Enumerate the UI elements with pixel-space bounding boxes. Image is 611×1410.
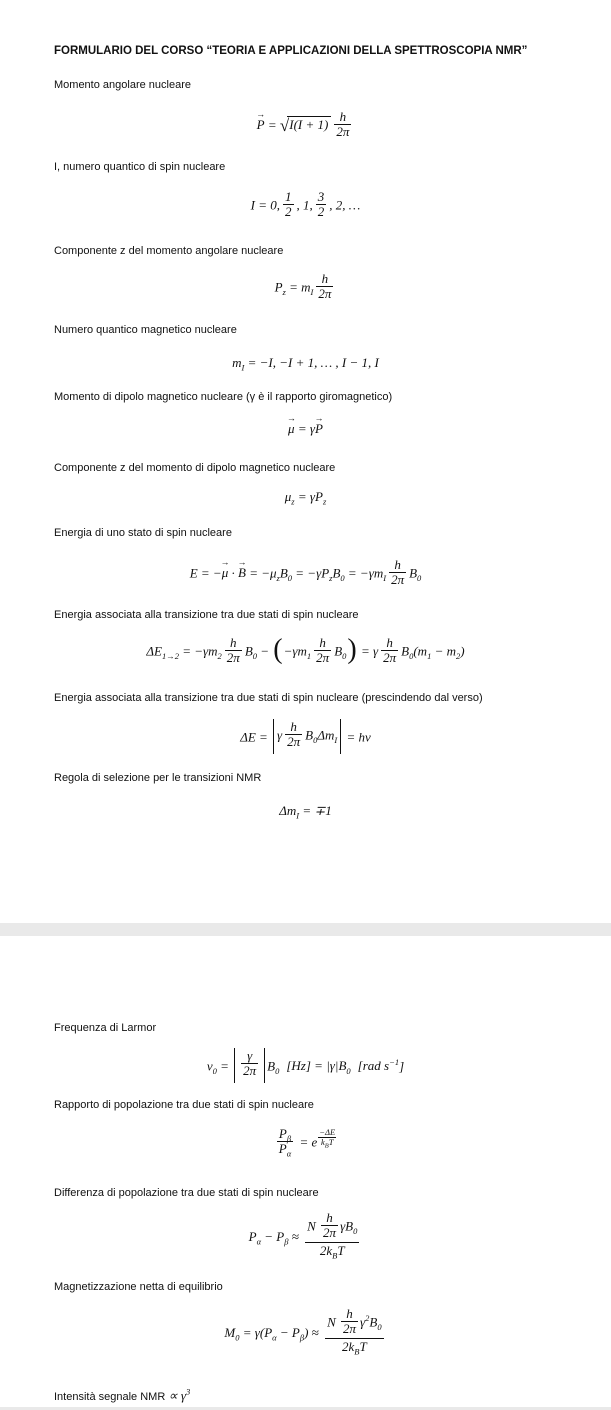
math-token: Δm bbox=[279, 803, 297, 818]
math-token: T bbox=[328, 1137, 334, 1147]
label-spin-state-energy: Energia di uno stato di spin nucleare bbox=[54, 527, 232, 539]
fraction bbox=[314, 636, 331, 665]
label-z-angular-momentum: Componente z del momento angolare nucleare bbox=[54, 245, 284, 257]
label-population-difference: Differenza di popolazione tra due stati di spin nucleare bbox=[54, 1187, 319, 1199]
subscript: I bbox=[310, 287, 314, 298]
math-token: E = − bbox=[189, 565, 222, 581]
math-token: P bbox=[256, 117, 265, 133]
numerator: h bbox=[386, 635, 393, 650]
math-token: = γP bbox=[294, 489, 323, 504]
math-token: − P bbox=[276, 1324, 300, 1340]
math-token: = −γm bbox=[178, 643, 218, 659]
subscript: 0 bbox=[377, 1322, 382, 1333]
math-token: = −γm bbox=[344, 565, 384, 581]
denominator: 2π bbox=[318, 286, 332, 301]
subscript: β bbox=[286, 1133, 292, 1144]
formula-spin-quantum-number bbox=[0, 189, 611, 221]
formula-net-magnetization bbox=[0, 1306, 611, 1357]
math-token: = bbox=[216, 1058, 233, 1074]
math-token: γB bbox=[340, 1218, 354, 1234]
label-angular-momentum: Momento angolare nucleare bbox=[54, 79, 191, 91]
denominator: 2π bbox=[342, 1321, 356, 1336]
math-token: μ bbox=[221, 565, 229, 581]
subscript: 1 bbox=[427, 651, 432, 662]
numerator: h bbox=[230, 635, 237, 650]
math-token: 2k bbox=[341, 1339, 355, 1354]
subscript: B bbox=[324, 1142, 329, 1150]
label-selection-rule: Regola di selezione per le transizioni NMR bbox=[54, 772, 262, 784]
big-paren-left: ( bbox=[273, 633, 283, 665]
label-population-ratio: Rapporto di popolazione tra due stati di spin nucleare bbox=[54, 1099, 314, 1111]
vector-B bbox=[237, 557, 247, 581]
vector-arrow: → bbox=[286, 413, 296, 423]
fraction bbox=[305, 1210, 359, 1261]
signal-intensity-line bbox=[54, 1386, 191, 1404]
math-token: = −μ bbox=[245, 565, 277, 581]
numerator: h bbox=[339, 109, 347, 124]
numerator bbox=[277, 1126, 293, 1144]
subscript: α bbox=[286, 1148, 292, 1159]
numerator bbox=[325, 1306, 384, 1338]
denominator: 2π bbox=[391, 572, 405, 587]
numerator: γ bbox=[247, 1048, 253, 1063]
superscript: −1 bbox=[389, 1057, 400, 1068]
math-token: [rad s bbox=[357, 1058, 390, 1074]
subscript: B bbox=[332, 1250, 338, 1261]
label-magnetic-quantum-number: Numero quantico magnetico nucleare bbox=[54, 324, 237, 336]
numerator: 1 bbox=[285, 189, 292, 204]
subscript: I bbox=[241, 362, 245, 373]
math-token: m bbox=[301, 279, 311, 295]
label-transition-energy-abs: Energia associata alla transizione tra due stati di spin nucleare (prescindendo dal verso) bbox=[54, 692, 483, 704]
subscript: 0 bbox=[275, 1066, 280, 1077]
denominator: 2π bbox=[323, 1225, 337, 1240]
math-token: ΔE bbox=[146, 643, 162, 659]
vector-P bbox=[256, 109, 266, 133]
math-token: T bbox=[359, 1339, 367, 1354]
math-token: ) ≈ bbox=[304, 1324, 323, 1340]
math-token: [Hz] = |γ|B bbox=[286, 1058, 347, 1074]
subscript: 0 bbox=[340, 573, 345, 584]
numerator: h bbox=[319, 635, 326, 650]
subscript: 2 bbox=[217, 651, 222, 662]
denominator: 2π bbox=[383, 650, 397, 665]
subscript: β bbox=[284, 1236, 289, 1247]
math-token: I = 0, bbox=[250, 197, 281, 213]
math-token: P bbox=[278, 1141, 287, 1156]
label-net-magnetization: Magnetizzazione netta di equilibrio bbox=[54, 1281, 223, 1293]
numerator: h bbox=[290, 719, 297, 734]
fraction bbox=[241, 1049, 258, 1078]
math-token: μ bbox=[284, 489, 292, 504]
vector-P bbox=[314, 413, 324, 437]
abs-bars bbox=[234, 1048, 265, 1083]
math-token: (m bbox=[413, 643, 428, 659]
math-token: = hν bbox=[343, 729, 371, 745]
subscript: z bbox=[276, 573, 280, 584]
superscript: 2 bbox=[365, 1313, 370, 1324]
formula-selection-rule bbox=[0, 803, 611, 819]
formula-z-angular-momentum bbox=[0, 271, 611, 303]
subscript: 2 bbox=[455, 651, 461, 662]
subscript: α bbox=[272, 1332, 277, 1343]
subscript: I bbox=[383, 573, 387, 584]
vector-arrow: → bbox=[256, 109, 266, 120]
math-token: m bbox=[232, 355, 242, 370]
math-token: , 1, bbox=[296, 197, 313, 213]
math-token: B bbox=[279, 565, 288, 581]
math-token: M bbox=[224, 1324, 236, 1340]
fraction bbox=[334, 110, 351, 139]
math-token: 2k bbox=[319, 1243, 333, 1258]
label-dipole-moment: Momento di dipolo magnetico nucleare (γ è il rapporto giromagnetico) bbox=[54, 391, 393, 403]
denominator bbox=[325, 1338, 384, 1355]
subscript: 0 bbox=[212, 1066, 217, 1077]
radical-sign: √ bbox=[279, 116, 290, 136]
math-token: k bbox=[320, 1137, 325, 1147]
subscript: z bbox=[322, 496, 327, 507]
subscript: 1→2 bbox=[161, 651, 179, 662]
subscript: I bbox=[334, 735, 338, 746]
fraction bbox=[341, 1307, 358, 1336]
formula-population-difference bbox=[0, 1210, 611, 1261]
math-token: ∝ γ bbox=[168, 1388, 187, 1403]
fraction bbox=[225, 636, 242, 665]
math-token: N bbox=[327, 1314, 339, 1330]
math-token: T bbox=[337, 1243, 345, 1258]
numerator: −ΔE bbox=[319, 1127, 336, 1137]
denominator: 2π bbox=[336, 124, 350, 139]
denominator bbox=[318, 1137, 336, 1150]
math-token: Δm bbox=[317, 727, 335, 743]
math-token: N bbox=[307, 1218, 320, 1234]
subscript: 0 bbox=[313, 735, 318, 746]
fraction bbox=[285, 720, 302, 749]
page-title: FORMULARIO DEL CORSO “TEORIA E APPLICAZIONI DELLA SPETTROSCOPIA NMR” bbox=[54, 45, 528, 57]
big-paren-right: ) bbox=[347, 633, 357, 665]
math-token: , 2, … bbox=[329, 197, 361, 213]
denominator: 2 bbox=[317, 204, 325, 219]
formula-transition-energy-abs bbox=[0, 721, 611, 756]
denominator: 2 bbox=[285, 204, 292, 219]
formula-larmor-frequency bbox=[0, 1050, 611, 1085]
label-signal-intensity: Intensità segnale NMR bbox=[54, 1391, 169, 1403]
denominator bbox=[305, 1242, 359, 1259]
denominator: 2π bbox=[243, 1063, 257, 1078]
math-token: ν bbox=[206, 1058, 213, 1074]
math-token: − m bbox=[431, 643, 456, 659]
vector-arrow: → bbox=[237, 557, 247, 568]
numerator: 3 bbox=[317, 189, 325, 204]
math-token: = γ bbox=[357, 643, 379, 659]
math-token: = bbox=[285, 279, 302, 295]
math-token: B bbox=[401, 643, 410, 659]
subscript: z bbox=[291, 496, 295, 507]
math-token: ] bbox=[399, 1058, 405, 1074]
formula-dipole-moment bbox=[0, 413, 611, 437]
math-token: ΔE = bbox=[240, 729, 272, 745]
math-token: = bbox=[264, 117, 280, 133]
math-token: P bbox=[278, 1126, 287, 1141]
math-token: −γm bbox=[283, 643, 307, 659]
subscript: z bbox=[282, 287, 286, 298]
denominator: 2π bbox=[287, 734, 301, 749]
fraction bbox=[316, 190, 327, 219]
fraction bbox=[277, 1126, 293, 1159]
radicand: I(I + 1) bbox=[287, 116, 331, 133]
fraction bbox=[283, 190, 294, 219]
denominator: 2π bbox=[226, 650, 240, 665]
numerator bbox=[305, 1210, 359, 1242]
exponent-fraction bbox=[318, 1127, 336, 1150]
subscript: β bbox=[299, 1332, 305, 1343]
formula-transition-energy bbox=[0, 633, 611, 667]
abs-bars bbox=[273, 719, 341, 754]
math-token: B bbox=[409, 565, 418, 581]
fraction bbox=[316, 272, 333, 301]
vector-mu bbox=[286, 413, 296, 437]
subscript: α bbox=[256, 1236, 262, 1247]
math-token: ) bbox=[460, 643, 465, 659]
denominator: 2π bbox=[316, 650, 330, 665]
math-token: − bbox=[257, 643, 273, 659]
math-token: B bbox=[305, 727, 314, 743]
subscript: 0 bbox=[287, 573, 293, 584]
math-token: = e bbox=[296, 1134, 318, 1150]
superscript: 3 bbox=[186, 1386, 191, 1397]
math-token: B bbox=[237, 565, 246, 581]
subscript: 1 bbox=[306, 651, 312, 662]
formula-population-ratio bbox=[0, 1126, 611, 1159]
fraction bbox=[389, 558, 406, 587]
subscript: I bbox=[296, 810, 300, 821]
numerator: h bbox=[346, 1306, 353, 1321]
math-token: B bbox=[332, 565, 341, 581]
fraction bbox=[381, 636, 398, 665]
numerator: h bbox=[321, 271, 329, 286]
math-token: μ bbox=[288, 421, 295, 436]
math-token bbox=[168, 1388, 190, 1403]
math-token: ≈ bbox=[288, 1228, 303, 1244]
subscript: 0 bbox=[235, 1332, 240, 1343]
math-token: = ∓1 bbox=[299, 803, 332, 818]
label-transition-energy: Energia associata alla transizione tra due stati di spin nucleare bbox=[54, 609, 359, 621]
vector-mu bbox=[220, 557, 230, 581]
page-separator bbox=[0, 923, 611, 936]
math-token: P bbox=[248, 1228, 257, 1244]
formula-spin-state-energy bbox=[0, 557, 611, 589]
subscript: 0 bbox=[409, 651, 414, 662]
math-token: · bbox=[228, 565, 238, 581]
label-spin-quantum-number: I, numero quantico di spin nucleare bbox=[54, 161, 226, 173]
numerator: h bbox=[326, 1210, 333, 1225]
math-token: B bbox=[244, 643, 253, 659]
math-token: = γ(P bbox=[239, 1324, 273, 1340]
label-larmor-frequency: Frequenza di Larmor bbox=[54, 1022, 157, 1034]
subscript: 0 bbox=[346, 1066, 351, 1077]
radical bbox=[280, 116, 331, 134]
formula-magnetic-quantum-number bbox=[0, 355, 611, 371]
math-token: − P bbox=[261, 1228, 285, 1244]
vector-arrow: → bbox=[314, 413, 324, 423]
subscript: B bbox=[354, 1346, 360, 1357]
subscript: 0 bbox=[417, 573, 422, 584]
denominator bbox=[277, 1141, 293, 1159]
fraction bbox=[325, 1306, 384, 1357]
subscript: 0 bbox=[342, 651, 347, 662]
formula-angular-momentum bbox=[0, 109, 611, 141]
math-token: B bbox=[267, 1058, 276, 1074]
math-token: γ bbox=[277, 727, 283, 743]
math-token: B bbox=[334, 643, 343, 659]
subscript: 0 bbox=[353, 1226, 358, 1237]
math-token: = γ bbox=[294, 421, 315, 436]
math-token: γ bbox=[360, 1314, 366, 1330]
vector-arrow: → bbox=[220, 557, 230, 568]
math-token: P bbox=[314, 421, 323, 436]
math-token: = −γP bbox=[292, 565, 330, 581]
numerator: h bbox=[394, 557, 401, 572]
fraction bbox=[321, 1211, 338, 1240]
subscript: z bbox=[329, 573, 333, 584]
math-token: P bbox=[274, 279, 283, 295]
subscript: 0 bbox=[252, 651, 258, 662]
label-z-dipole-moment: Componente z del momento di dipolo magnetico nucleare bbox=[54, 462, 336, 474]
math-token: = −I, −I + 1, … , I − 1, I bbox=[244, 355, 379, 370]
formula-z-dipole-moment bbox=[0, 489, 611, 505]
math-token: B bbox=[369, 1314, 378, 1330]
